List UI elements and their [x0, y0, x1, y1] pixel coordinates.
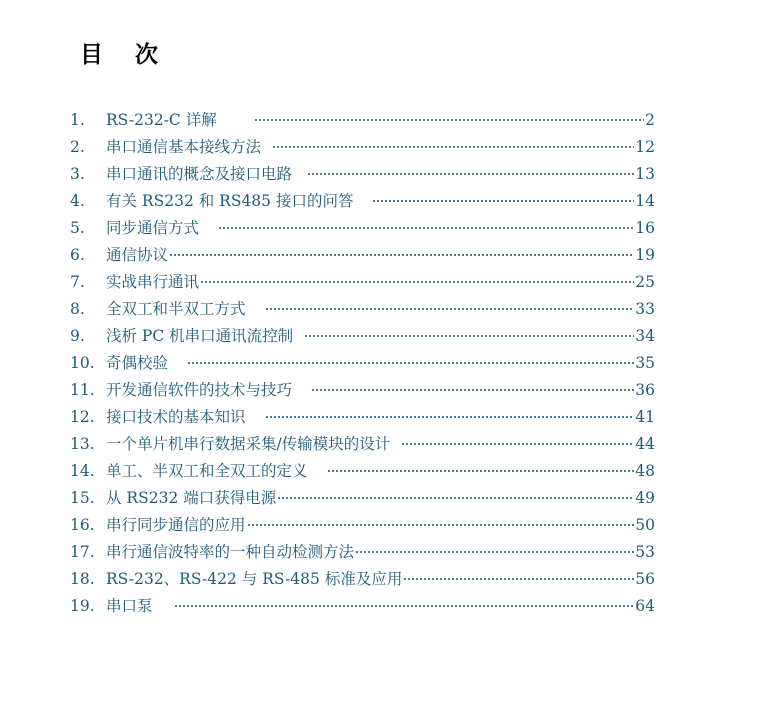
toc-entry-number: 2.	[70, 138, 85, 156]
toc-entry[interactable]	[70, 404, 655, 431]
toc-entry-number: 7.	[70, 273, 85, 291]
toc-entry-number: 14.	[70, 462, 95, 480]
toc-entry-page-number: 2	[645, 111, 655, 129]
toc-entry-label: 串口通讯的概念及接口电路	[106, 165, 293, 183]
toc-entry-page-number: 64	[635, 597, 655, 615]
toc-entry-label: 开发通信软件的技术与技巧	[106, 381, 293, 399]
toc-entry[interactable]	[70, 350, 655, 377]
toc-entry-label: 一个单片机串行数据采集/传输模块的设计	[106, 435, 391, 453]
toc-entry-page-number: 49	[635, 489, 655, 507]
toc-entry-number: 16.	[70, 516, 95, 534]
toc-entry-number: 5.	[70, 219, 85, 237]
toc-entry-page-number: 16	[635, 219, 655, 237]
toc-entry-number: 12.	[70, 408, 95, 426]
toc-entry-label: 串口通信基本接线方法	[106, 138, 262, 156]
toc-entry[interactable]	[70, 431, 655, 458]
toc-entry[interactable]	[70, 296, 655, 323]
toc-dot-leader	[355, 551, 634, 553]
toc-dot-leader	[200, 281, 634, 283]
toc-entry[interactable]	[70, 458, 655, 485]
toc-dot-leader	[401, 443, 634, 445]
toc-dot-leader	[247, 524, 635, 526]
toc-dot-leader	[265, 416, 635, 418]
toc-dot-leader	[218, 227, 634, 229]
toc-entry-page-number: 35	[635, 354, 655, 372]
toc-dot-leader	[307, 173, 634, 175]
toc-entry-page-number: 19	[635, 246, 655, 264]
toc-entry-number: 3.	[70, 165, 85, 183]
toc-entry-page-number: 44	[635, 435, 655, 453]
toc-entry-label: 有关 RS232 和 RS485 接口的问答	[106, 192, 354, 210]
toc-entry-page-number: 56	[635, 570, 655, 588]
toc-entry-label: 串行同步通信的应用	[106, 516, 246, 534]
toc-entry[interactable]	[70, 269, 655, 296]
toc-entry-number: 9.	[70, 327, 85, 345]
toc-entry-page-number: 33	[635, 300, 655, 318]
toc-entry-page-number: 13	[635, 165, 655, 183]
toc-entry-page-number: 14	[635, 192, 655, 210]
toc-entry-label: 浅析 PC 机串口通讯流控制	[106, 327, 294, 345]
toc-entry[interactable]	[70, 485, 655, 512]
toc-dot-leader	[327, 470, 635, 472]
toc-entry-number: 11.	[70, 381, 95, 399]
toc-entry-label: 全双工和半双工方式	[106, 300, 246, 318]
toc-dot-leader	[311, 389, 634, 391]
toc-dot-leader	[254, 119, 644, 121]
toc-entry-number: 1.	[70, 111, 85, 129]
toc-dot-leader	[272, 146, 634, 148]
toc-dot-leader	[174, 605, 635, 607]
toc-entry-label: 单工、半双工和全双工的定义	[106, 462, 308, 480]
toc-entry[interactable]	[70, 593, 655, 620]
toc-dot-leader	[403, 578, 634, 580]
toc-dot-leader	[372, 200, 634, 202]
toc-list	[70, 107, 655, 620]
toc-entry-number: 18.	[70, 570, 95, 588]
toc-title: 目 次	[80, 42, 159, 68]
toc-entry-label: 同步通信方式	[106, 219, 200, 237]
toc-entry-page-number: 34	[635, 327, 655, 345]
toc-entry-page-number: 36	[635, 381, 655, 399]
toc-entry-page-number: 50	[635, 516, 655, 534]
toc-entry-label: RS-232-C 详解	[106, 111, 217, 129]
toc-entry[interactable]	[70, 566, 655, 593]
toc-entry-number: 19.	[70, 597, 95, 615]
toc-entry-page-number: 25	[635, 273, 655, 291]
toc-entry-label: 从 RS232 端口获得电源	[106, 489, 277, 507]
toc-entry[interactable]	[70, 107, 655, 134]
toc-entry-page-number: 48	[635, 462, 655, 480]
toc-dot-leader	[187, 362, 634, 364]
toc-dot-leader	[169, 254, 634, 256]
toc-entry[interactable]	[70, 242, 655, 269]
toc-entry-number: 13.	[70, 435, 95, 453]
toc-dot-leader	[277, 497, 634, 499]
toc-entry-page-number: 12	[635, 138, 655, 156]
toc-entry[interactable]	[70, 323, 655, 350]
toc-entry-number: 4.	[70, 192, 85, 210]
toc-entry[interactable]	[70, 161, 655, 188]
toc-entry-label: 接口技术的基本知识	[106, 408, 246, 426]
toc-entry-label: 通信协议	[106, 246, 169, 264]
toc-entry-number: 6.	[70, 246, 85, 264]
toc-entry[interactable]	[70, 377, 655, 404]
toc-entry[interactable]	[70, 512, 655, 539]
toc-entry-number: 10.	[70, 354, 95, 372]
toc-dot-leader	[265, 308, 635, 310]
toc-dot-leader	[304, 335, 634, 337]
toc-entry-label: 串行通信波特率的一种自动检测方法	[106, 543, 355, 561]
toc-entry-number: 17.	[70, 543, 95, 561]
toc-entry-label: 串口泵	[106, 597, 153, 615]
toc-entry[interactable]	[70, 188, 655, 215]
toc-entry-label: RS-232、RS-422 与 RS-485 标准及应用	[106, 570, 403, 588]
toc-entry-label: 奇偶校验	[106, 354, 169, 372]
toc-entry-page-number: 53	[635, 543, 655, 561]
toc-entry[interactable]	[70, 134, 655, 161]
toc-entry[interactable]	[70, 539, 655, 566]
toc-entry-number: 8.	[70, 300, 85, 318]
toc-entry[interactable]	[70, 215, 655, 242]
toc-entry-label: 实战串行通讯	[106, 273, 200, 291]
toc-entry-page-number: 41	[635, 408, 655, 426]
toc-entry-number: 15.	[70, 489, 95, 507]
